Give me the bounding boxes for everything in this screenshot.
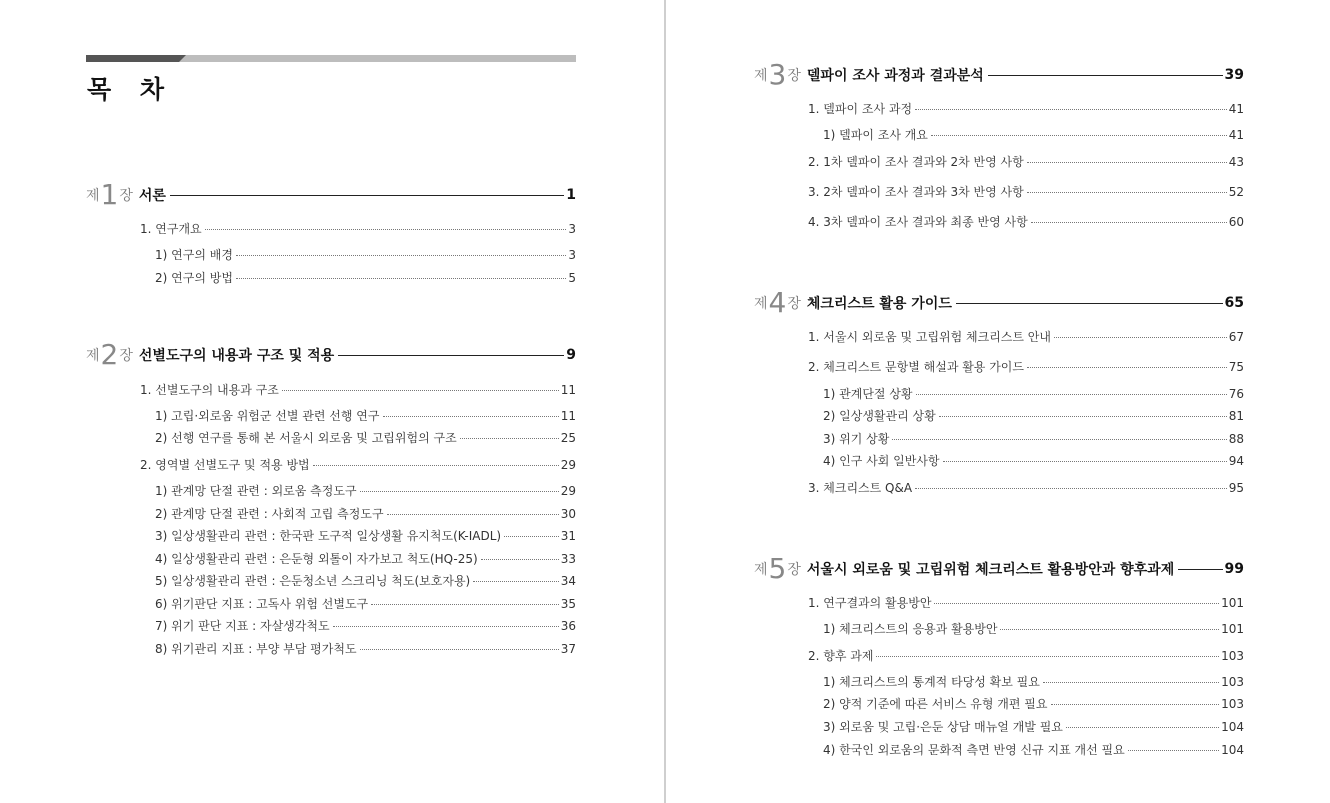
- toc-item[interactable]: 1. 연구개요 3: [140, 222, 576, 236]
- toc-item[interactable]: 1) 관계단절 상황 76: [823, 387, 1244, 401]
- toc-item[interactable]: 3) 외로움 및 고립·은둔 상담 매뉴얼 개발 필요 104: [823, 720, 1244, 734]
- leader-line: [170, 195, 564, 196]
- toc-item[interactable]: 2. 체크리스트 문항별 해설과 활용 가이드 75: [808, 360, 1244, 374]
- toc-item[interactable]: 3) 일상생활관리 관련 : 한국판 도구적 일상생활 유지척도(K-IADL) 31: [155, 529, 576, 543]
- header-bar-accent: [86, 55, 186, 62]
- leader-line: [338, 355, 564, 356]
- chapter-title: 델파이 조사 과정과 결과분석: [806, 68, 984, 84]
- toc-item[interactable]: 1. 선별도구의 내용과 구조 11: [140, 383, 576, 397]
- toc-item[interactable]: 3. 체크리스트 Q&A 95: [808, 481, 1244, 495]
- chapter-4-heading[interactable]: 제 4 장 체크리스트 활용 가이드 65: [754, 286, 1244, 319]
- leader-line: [988, 75, 1223, 76]
- chapter-number: 3: [768, 58, 787, 91]
- chapter-title: 체크리스트 활용 가이드: [806, 296, 952, 312]
- leader-line: [956, 303, 1223, 304]
- toc-item[interactable]: 7) 위기 판단 지표 : 자살생각척도 36: [155, 619, 576, 633]
- chapter-3-heading[interactable]: 제 3 장 델파이 조사 과정과 결과분석 39: [754, 58, 1244, 91]
- toc-item[interactable]: 8) 위기관리 지표 : 부양 부담 평가척도 37: [155, 642, 576, 656]
- toc-item[interactable]: 2) 연구의 방법 5: [155, 271, 576, 285]
- toc-item[interactable]: 1) 체크리스트의 통계적 타당성 확보 필요 103: [823, 675, 1244, 689]
- toc-item[interactable]: 1. 연구결과의 활용방안 101: [808, 596, 1244, 610]
- chapter-page: 9: [566, 347, 576, 363]
- toc-item[interactable]: 2. 1차 델파이 조사 결과와 2차 반영 사항 43: [808, 155, 1244, 169]
- toc-item[interactable]: 2. 영역별 선별도구 및 적용 방법 29: [140, 458, 576, 472]
- toc-item[interactable]: 2. 향후 과제 103: [808, 649, 1244, 663]
- chapter-number: 4: [768, 286, 787, 319]
- chapter-2-heading[interactable]: 제 2 장 선별도구의 내용과 구조 및 적용 9: [86, 338, 576, 371]
- toc-item[interactable]: 1) 고립·외로움 위험군 선별 관련 선행 연구 11: [155, 409, 576, 423]
- chapter-page: 65: [1224, 295, 1244, 311]
- chapter-title: 서울시 외로움 및 고립위험 체크리스트 활용방안과 향후과제: [806, 562, 1175, 578]
- toc-item[interactable]: 4. 3차 델파이 조사 결과와 최종 반영 사항 60: [808, 215, 1244, 229]
- toc-item[interactable]: 4) 인구 사회 일반사항 94: [823, 454, 1244, 468]
- toc-item[interactable]: 3. 2차 델파이 조사 결과와 3차 반영 사항 52: [808, 185, 1244, 199]
- toc-item[interactable]: 5) 일상생활관리 관련 : 은둔청소년 스크리닝 척도(보호자용) 34: [155, 574, 576, 588]
- toc-item[interactable]: 2) 양적 기준에 따른 서비스 유형 개편 필요 103: [823, 697, 1244, 711]
- toc-item[interactable]: 2) 선행 연구를 통해 본 서울시 외로움 및 고립위험의 구조 25: [155, 431, 576, 445]
- toc-item[interactable]: 3) 위기 상황 88: [823, 432, 1244, 446]
- leader-line: [1178, 569, 1222, 570]
- toc-item[interactable]: 1. 서울시 외로움 및 고립위험 체크리스트 안내 67: [808, 330, 1244, 344]
- toc-title: 목 차: [87, 75, 175, 104]
- chapter-number: 2: [100, 338, 119, 371]
- page-divider: [664, 0, 666, 803]
- toc-item[interactable]: 1) 체크리스트의 응용과 활용방안 101: [823, 622, 1244, 636]
- chapter-page: 99: [1224, 561, 1244, 577]
- toc-item[interactable]: 6) 위기판단 지표 : 고독사 위험 선별도구 35: [155, 597, 576, 611]
- chapter-number: 5: [768, 552, 787, 585]
- chapter-number: 1: [100, 178, 119, 211]
- chapter-5-heading[interactable]: 제 5 장 서울시 외로움 및 고립위험 체크리스트 활용방안과 향후과제 99: [754, 552, 1244, 585]
- toc-item[interactable]: 1) 연구의 배경 3: [155, 248, 576, 262]
- toc-item[interactable]: 1) 델파이 조사 개요 41: [823, 128, 1244, 142]
- toc-item[interactable]: 4) 한국인 외로움의 문화적 측면 반영 신규 지표 개선 필요 104: [823, 743, 1244, 757]
- toc-item[interactable]: 1) 관계망 단절 관련 : 외로움 측정도구 29: [155, 484, 576, 498]
- toc-item[interactable]: 2) 관계망 단절 관련 : 사회적 고립 측정도구 30: [155, 507, 576, 521]
- chapter-page: 1: [566, 187, 576, 203]
- chapter-title: 서론: [138, 188, 166, 204]
- toc-item[interactable]: 2) 일상생활관리 상황 81: [823, 409, 1244, 423]
- chapter-title: 선별도구의 내용과 구조 및 적용: [138, 348, 335, 364]
- chapter-page: 39: [1224, 67, 1244, 83]
- toc-item[interactable]: 4) 일상생활관리 관련 : 은둔형 외톨이 자가보고 척도(HQ-25) 33: [155, 552, 576, 566]
- chapter-1-heading[interactable]: 제 1 장 서론 1: [86, 178, 576, 211]
- toc-item[interactable]: 1. 델파이 조사 과정 41: [808, 102, 1244, 116]
